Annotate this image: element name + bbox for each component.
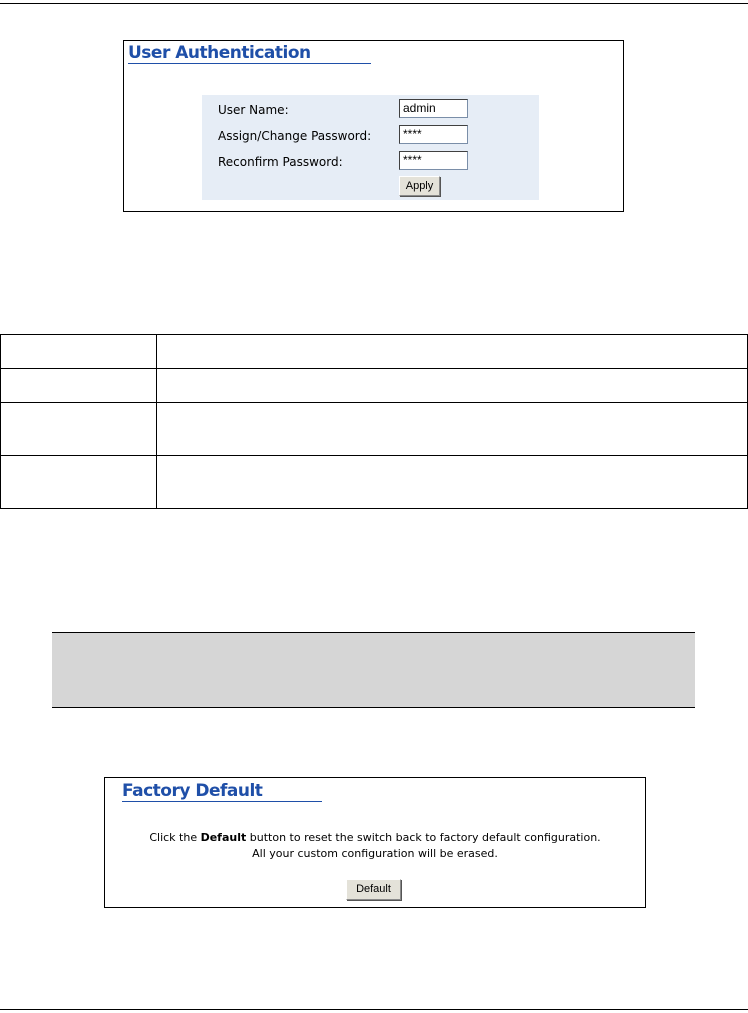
user-authentication-title: User Authentication	[128, 43, 371, 64]
table-row	[1, 335, 748, 369]
apply-button[interactable]: Apply	[399, 176, 440, 196]
table-cell	[1, 456, 157, 509]
factory-default-description	[105, 831, 645, 844]
table-cell	[1, 369, 157, 403]
default-emphasis: Default	[200, 831, 247, 844]
bottom-rule	[0, 1009, 748, 1010]
table-cell	[1, 335, 157, 369]
factory-default-title: Factory Default	[122, 781, 322, 802]
table-cell	[157, 369, 748, 403]
assign-password-input[interactable]: ****	[399, 125, 468, 144]
assign-password-label: Assign/Change Password:	[218, 129, 372, 143]
reconfirm-password-input[interactable]: ****	[399, 151, 468, 170]
factory-default-panel	[104, 777, 646, 908]
user-name-input[interactable]: admin	[399, 99, 468, 118]
table-cell	[157, 335, 748, 369]
description-text: Click the	[149, 831, 201, 844]
user-authentication-panel	[123, 40, 624, 212]
table-row	[1, 403, 748, 456]
user-name-label: User Name:	[218, 103, 289, 117]
table-row	[1, 369, 748, 403]
description-text: button to reset the switch back to factory default configuration.	[246, 831, 601, 844]
user-auth-form	[202, 95, 539, 200]
description-table	[0, 334, 748, 509]
erase-warning: All your custom configuration will be erased.	[252, 847, 498, 860]
table-row	[1, 456, 748, 509]
table-cell	[157, 403, 748, 456]
default-button[interactable]: Default	[346, 879, 401, 900]
table-cell	[157, 456, 748, 509]
reconfirm-password-label: Reconfirm Password:	[218, 155, 343, 169]
top-rule	[0, 3, 748, 4]
note-box	[52, 632, 695, 708]
table-cell	[1, 403, 157, 456]
